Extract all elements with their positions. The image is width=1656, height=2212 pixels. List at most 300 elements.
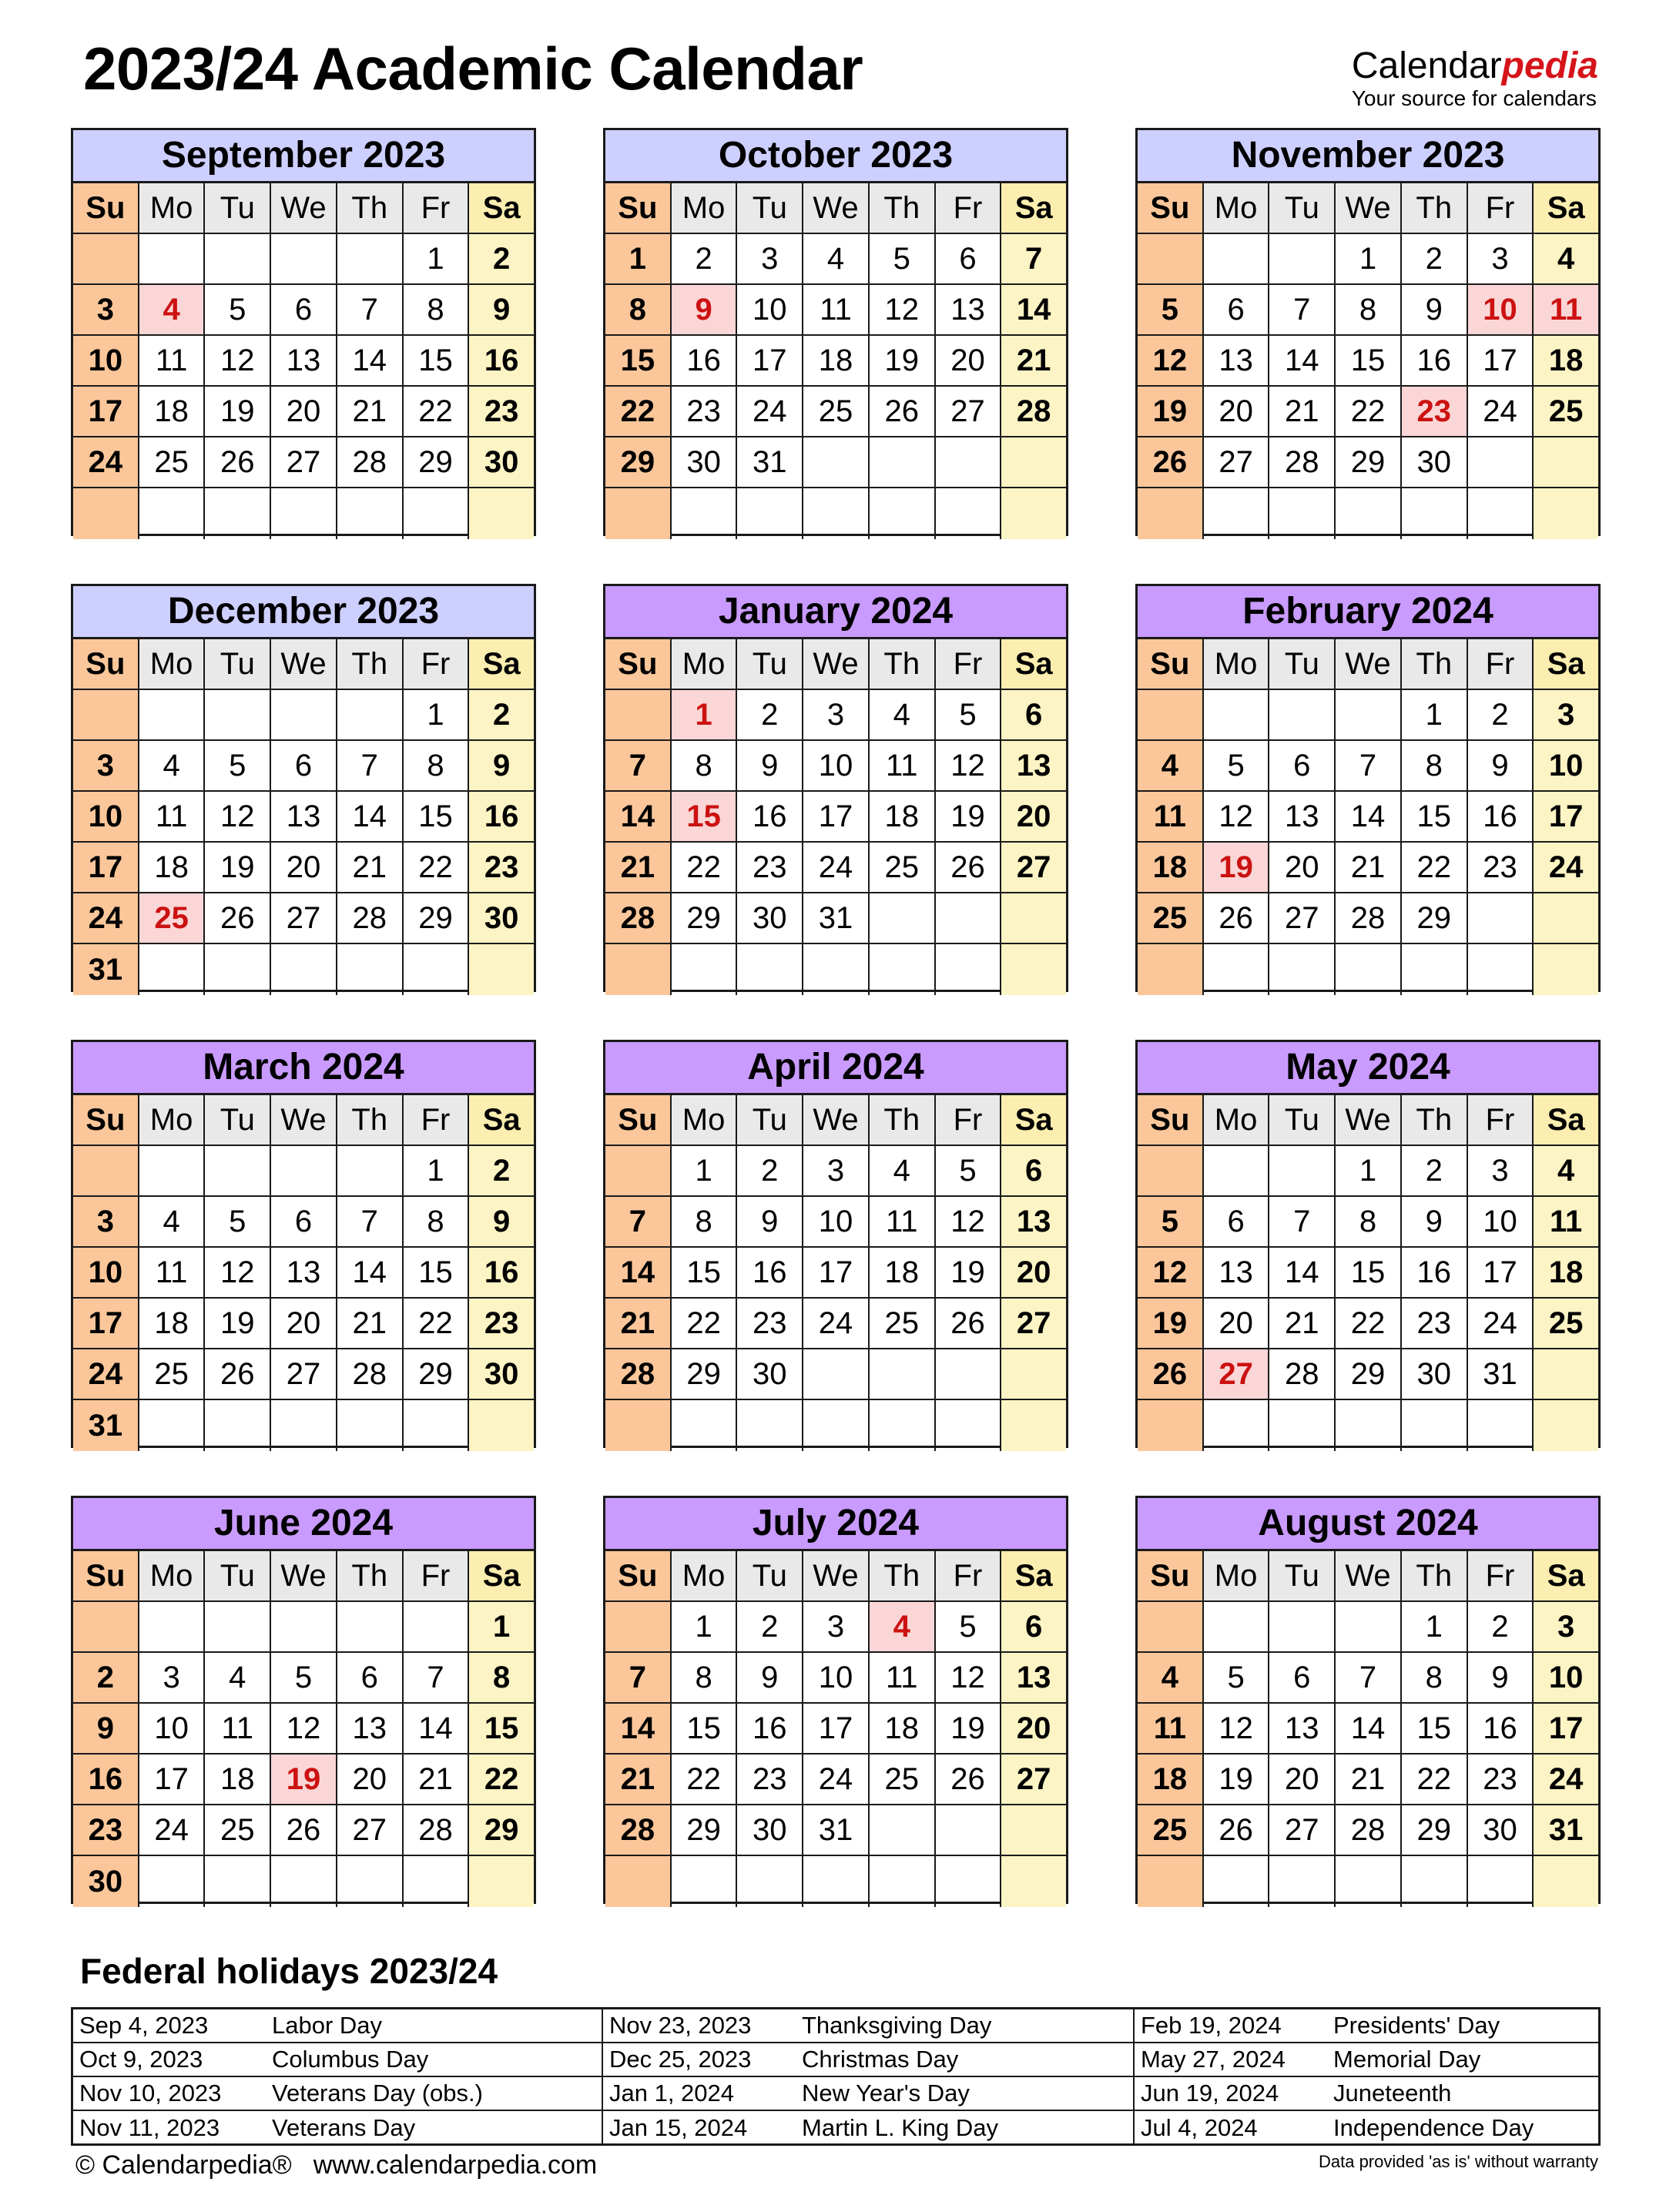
day-cell[interactable]: 20: [337, 1755, 404, 1805]
day-cell[interactable]: 22: [1402, 843, 1468, 893]
day-cell[interactable]: 6: [1001, 1602, 1066, 1653]
day-cell[interactable]: 17: [803, 1248, 870, 1299]
day-cell[interactable]: 12: [936, 1653, 1002, 1704]
day-cell[interactable]: 27: [936, 387, 1002, 437]
day-cell[interactable]: 10: [73, 792, 139, 843]
day-cell[interactable]: 22: [672, 1755, 738, 1805]
day-cell[interactable]: 11: [1138, 792, 1204, 843]
day-cell[interactable]: 31: [73, 944, 139, 995]
day-cell[interactable]: 19: [936, 792, 1002, 843]
day-cell[interactable]: 3: [73, 741, 139, 792]
day-cell[interactable]: 23: [737, 843, 803, 893]
day-cell[interactable]: 29: [404, 1349, 470, 1400]
day-cell[interactable]: 5: [1204, 741, 1270, 792]
day-cell[interactable]: 14: [1269, 1248, 1336, 1299]
day-cell[interactable]: 10: [1534, 1653, 1598, 1704]
day-cell[interactable]: 1: [672, 1602, 738, 1653]
day-cell[interactable]: 8: [404, 285, 470, 336]
day-cell[interactable]: 28: [605, 893, 672, 944]
day-cell[interactable]: 1: [404, 234, 470, 285]
day-cell[interactable]: 28: [337, 893, 404, 944]
day-cell[interactable]: 2: [737, 1602, 803, 1653]
day-cell[interactable]: 1: [1402, 1602, 1468, 1653]
day-cell[interactable]: 26: [1138, 1349, 1204, 1400]
day-cell[interactable]: 21: [1336, 1755, 1402, 1805]
day-cell[interactable]: 4: [139, 741, 206, 792]
day-cell[interactable]: 7: [605, 1197, 672, 1248]
day-cell[interactable]: 3: [803, 1146, 870, 1197]
day-cell[interactable]: 3: [803, 1602, 870, 1653]
day-cell[interactable]: 16: [1468, 1704, 1534, 1755]
day-cell[interactable]: 2: [469, 1146, 534, 1197]
day-cell[interactable]: 3: [1468, 234, 1534, 285]
day-cell[interactable]: 6: [1001, 690, 1066, 741]
day-cell[interactable]: 30: [469, 893, 534, 944]
day-cell[interactable]: 29: [672, 1805, 738, 1856]
day-cell[interactable]: 8: [1336, 1197, 1402, 1248]
day-cell[interactable]: 12: [936, 741, 1002, 792]
day-cell[interactable]: 19: [1204, 1755, 1270, 1805]
day-cell[interactable]: 24: [1534, 843, 1598, 893]
day-cell[interactable]: 13: [1001, 1197, 1066, 1248]
day-cell[interactable]: 17: [1534, 792, 1598, 843]
day-cell[interactable]: 28: [1269, 437, 1336, 488]
day-cell[interactable]: 14: [404, 1704, 470, 1755]
day-cell[interactable]: 9: [1402, 285, 1468, 336]
day-cell[interactable]: 5: [870, 234, 936, 285]
day-cell[interactable]: 30: [1402, 437, 1468, 488]
day-cell[interactable]: 5: [936, 690, 1002, 741]
day-cell[interactable]: 12: [271, 1704, 337, 1755]
day-cell[interactable]: 9: [73, 1704, 139, 1755]
day-cell[interactable]: 13: [271, 1248, 337, 1299]
day-cell[interactable]: 8: [1402, 1653, 1468, 1704]
calendarpedia-logo[interactable]: [1351, 45, 1598, 110]
day-cell[interactable]: 5: [205, 1197, 271, 1248]
day-cell[interactable]: 16: [1468, 792, 1534, 843]
day-cell[interactable]: 7: [337, 741, 404, 792]
day-cell[interactable]: 28: [1001, 387, 1066, 437]
day-cell[interactable]: 22: [1336, 387, 1402, 437]
day-cell[interactable]: 24: [73, 437, 139, 488]
day-cell[interactable]: 21: [337, 1299, 404, 1349]
day-cell[interactable]: 25: [205, 1805, 271, 1856]
day-cell[interactable]: 10: [73, 336, 139, 387]
day-cell[interactable]: 2: [672, 234, 738, 285]
day-cell[interactable]: 23: [737, 1755, 803, 1805]
day-cell[interactable]: 15: [1402, 792, 1468, 843]
day-cell[interactable]: 26: [205, 437, 271, 488]
day-cell[interactable]: 8: [672, 1197, 738, 1248]
day-cell[interactable]: 27: [271, 437, 337, 488]
day-cell[interactable]: 27: [1001, 1755, 1066, 1805]
day-cell[interactable]: 6: [1269, 741, 1336, 792]
day-cell[interactable]: 11: [139, 336, 206, 387]
day-cell[interactable]: 18: [1534, 336, 1598, 387]
day-cell[interactable]: 14: [605, 1704, 672, 1755]
day-cell[interactable]: 20: [271, 843, 337, 893]
day-cell[interactable]: 19: [1138, 387, 1204, 437]
day-cell[interactable]: 29: [672, 893, 738, 944]
day-cell[interactable]: 7: [337, 1197, 404, 1248]
day-cell[interactable]: 2: [469, 234, 534, 285]
day-cell[interactable]: 17: [73, 843, 139, 893]
day-cell[interactable]: 13: [936, 285, 1002, 336]
day-cell[interactable]: 20: [1204, 1299, 1270, 1349]
day-cell[interactable]: 5: [271, 1653, 337, 1704]
day-cell[interactable]: 15: [1336, 336, 1402, 387]
day-cell[interactable]: 20: [1001, 1704, 1066, 1755]
day-cell[interactable]: 23: [737, 1299, 803, 1349]
day-cell[interactable]: 19: [936, 1704, 1002, 1755]
day-cell[interactable]: 9: [1468, 741, 1534, 792]
day-cell[interactable]: 27: [271, 1349, 337, 1400]
day-cell[interactable]: 13: [1001, 741, 1066, 792]
day-cell[interactable]: 28: [605, 1349, 672, 1400]
day-cell[interactable]: 30: [469, 1349, 534, 1400]
day-cell[interactable]: 30: [737, 1349, 803, 1400]
day-cell[interactable]: 7: [404, 1653, 470, 1704]
day-cell[interactable]: 3: [737, 234, 803, 285]
day-cell[interactable]: 12: [1138, 336, 1204, 387]
day-cell[interactable]: 28: [605, 1805, 672, 1856]
day-cell[interactable]: 19: [870, 336, 936, 387]
day-cell[interactable]: 21: [1001, 336, 1066, 387]
day-cell[interactable]: 27: [1001, 1299, 1066, 1349]
day-cell[interactable]: 11: [139, 792, 206, 843]
day-cell[interactable]: 2: [469, 690, 534, 741]
day-cell[interactable]: 7: [1269, 1197, 1336, 1248]
day-cell[interactable]: 28: [1336, 1805, 1402, 1856]
day-cell[interactable]: 4: [870, 1146, 936, 1197]
day-cell[interactable]: 7: [1001, 234, 1066, 285]
day-cell[interactable]: 3: [1534, 1602, 1598, 1653]
day-cell[interactable]: 14: [337, 792, 404, 843]
day-cell[interactable]: 12: [1204, 792, 1270, 843]
day-cell[interactable]: 17: [1468, 1248, 1534, 1299]
day-cell[interactable]: 23: [1468, 1755, 1534, 1805]
day-cell[interactable]: 25: [1534, 1299, 1598, 1349]
day-cell[interactable]: 27: [1204, 437, 1270, 488]
day-cell[interactable]: 21: [605, 1755, 672, 1805]
day-cell[interactable]: 13: [271, 336, 337, 387]
day-cell[interactable]: 28: [337, 437, 404, 488]
day-cell[interactable]: 27: [271, 893, 337, 944]
day-cell[interactable]: 26: [936, 1755, 1002, 1805]
day-cell[interactable]: 28: [1269, 1349, 1336, 1400]
day-cell[interactable]: 5: [936, 1146, 1002, 1197]
day-cell[interactable]: 25: [1534, 387, 1598, 437]
day-cell[interactable]: 19: [205, 387, 271, 437]
day-cell[interactable]: 29: [1402, 893, 1468, 944]
day-cell[interactable]: 11: [870, 741, 936, 792]
day-cell[interactable]: 7: [1336, 741, 1402, 792]
day-cell[interactable]: 31: [73, 1400, 139, 1451]
day-cell[interactable]: 16: [737, 792, 803, 843]
day-cell[interactable]: 2: [1468, 690, 1534, 741]
day-cell[interactable]: 18: [870, 1704, 936, 1755]
day-cell[interactable]: 12: [205, 792, 271, 843]
day-cell[interactable]: 10: [139, 1704, 206, 1755]
day-cell[interactable]: 4: [1138, 1653, 1204, 1704]
day-cell[interactable]: 5: [205, 285, 271, 336]
day-cell[interactable]: 29: [1336, 1349, 1402, 1400]
day-cell[interactable]: 25: [139, 1349, 206, 1400]
day-cell[interactable]: 23: [1468, 843, 1534, 893]
day-cell[interactable]: 2: [1468, 1602, 1534, 1653]
day-cell[interactable]: 16: [469, 792, 534, 843]
day-cell[interactable]: 1: [404, 1146, 470, 1197]
day-cell[interactable]: 5: [205, 741, 271, 792]
day-cell[interactable]: 24: [139, 1805, 206, 1856]
day-cell[interactable]: 24: [803, 843, 870, 893]
day-cell[interactable]: 14: [1269, 336, 1336, 387]
day-cell[interactable]: 21: [1269, 387, 1336, 437]
day-cell[interactable]: 7: [605, 1653, 672, 1704]
day-cell[interactable]: 17: [1534, 1704, 1598, 1755]
day-cell[interactable]: 12: [1138, 1248, 1204, 1299]
day-cell[interactable]: 15: [1336, 1248, 1402, 1299]
day-cell[interactable]: 10: [803, 1653, 870, 1704]
day-cell[interactable]: 10: [1534, 741, 1598, 792]
day-cell[interactable]: 14: [1001, 285, 1066, 336]
day-cell[interactable]: 23: [1402, 387, 1468, 437]
day-cell[interactable]: 27: [1204, 1349, 1270, 1400]
day-cell[interactable]: 2: [73, 1653, 139, 1704]
day-cell[interactable]: 11: [205, 1704, 271, 1755]
day-cell[interactable]: 5: [1138, 285, 1204, 336]
day-cell[interactable]: 25: [1138, 893, 1204, 944]
day-cell[interactable]: 25: [1138, 1805, 1204, 1856]
day-cell[interactable]: 15: [404, 336, 470, 387]
day-cell[interactable]: 15: [672, 792, 738, 843]
day-cell[interactable]: 9: [737, 741, 803, 792]
day-cell[interactable]: 19: [205, 843, 271, 893]
day-cell[interactable]: 20: [1269, 843, 1336, 893]
day-cell[interactable]: 27: [337, 1805, 404, 1856]
day-cell[interactable]: 24: [73, 893, 139, 944]
day-cell[interactable]: 30: [737, 893, 803, 944]
day-cell[interactable]: 13: [1269, 1704, 1336, 1755]
day-cell[interactable]: 22: [404, 387, 470, 437]
day-cell[interactable]: 16: [469, 336, 534, 387]
day-cell[interactable]: 24: [1534, 1755, 1598, 1805]
day-cell[interactable]: 8: [605, 285, 672, 336]
day-cell[interactable]: 17: [73, 1299, 139, 1349]
day-cell[interactable]: 4: [139, 1197, 206, 1248]
day-cell[interactable]: 6: [271, 1197, 337, 1248]
day-cell[interactable]: 24: [73, 1349, 139, 1400]
day-cell[interactable]: 22: [469, 1755, 534, 1805]
day-cell[interactable]: 26: [870, 387, 936, 437]
day-cell[interactable]: 16: [737, 1248, 803, 1299]
day-cell[interactable]: 13: [1204, 336, 1270, 387]
day-cell[interactable]: 7: [1336, 1653, 1402, 1704]
day-cell[interactable]: 3: [73, 285, 139, 336]
day-cell[interactable]: 8: [672, 741, 738, 792]
day-cell[interactable]: 20: [1001, 1248, 1066, 1299]
day-cell[interactable]: 3: [1468, 1146, 1534, 1197]
day-cell[interactable]: 25: [870, 1299, 936, 1349]
day-cell[interactable]: 25: [870, 843, 936, 893]
day-cell[interactable]: 4: [1534, 234, 1598, 285]
day-cell[interactable]: 11: [1534, 285, 1598, 336]
day-cell[interactable]: 26: [936, 1299, 1002, 1349]
day-cell[interactable]: 20: [1269, 1755, 1336, 1805]
day-cell[interactable]: 26: [1204, 1805, 1270, 1856]
day-cell[interactable]: 30: [1402, 1349, 1468, 1400]
day-cell[interactable]: 16: [672, 336, 738, 387]
day-cell[interactable]: 18: [1534, 1248, 1598, 1299]
day-cell[interactable]: 3: [1534, 690, 1598, 741]
day-cell[interactable]: 13: [1001, 1653, 1066, 1704]
day-cell[interactable]: 11: [870, 1653, 936, 1704]
day-cell[interactable]: 5: [936, 1602, 1002, 1653]
day-cell[interactable]: 17: [737, 336, 803, 387]
day-cell[interactable]: 4: [1138, 741, 1204, 792]
day-cell[interactable]: 21: [337, 843, 404, 893]
day-cell[interactable]: 15: [672, 1704, 738, 1755]
day-cell[interactable]: 23: [73, 1805, 139, 1856]
day-cell[interactable]: 28: [404, 1805, 470, 1856]
day-cell[interactable]: 19: [205, 1299, 271, 1349]
day-cell[interactable]: 12: [205, 1248, 271, 1299]
day-cell[interactable]: 16: [73, 1755, 139, 1805]
day-cell[interactable]: 27: [1001, 843, 1066, 893]
day-cell[interactable]: 8: [672, 1653, 738, 1704]
day-cell[interactable]: 6: [337, 1653, 404, 1704]
day-cell[interactable]: 14: [605, 1248, 672, 1299]
day-cell[interactable]: 19: [271, 1755, 337, 1805]
day-cell[interactable]: 10: [1468, 1197, 1534, 1248]
day-cell[interactable]: 3: [803, 690, 870, 741]
day-cell[interactable]: 23: [469, 387, 534, 437]
day-cell[interactable]: 4: [803, 234, 870, 285]
day-cell[interactable]: 8: [1402, 741, 1468, 792]
day-cell[interactable]: 2: [737, 690, 803, 741]
day-cell[interactable]: 9: [1468, 1653, 1534, 1704]
day-cell[interactable]: 9: [1402, 1197, 1468, 1248]
day-cell[interactable]: 15: [672, 1248, 738, 1299]
day-cell[interactable]: 21: [1269, 1299, 1336, 1349]
day-cell[interactable]: 29: [672, 1349, 738, 1400]
day-cell[interactable]: 18: [139, 1299, 206, 1349]
day-cell[interactable]: 27: [1269, 893, 1336, 944]
day-cell[interactable]: 15: [404, 1248, 470, 1299]
day-cell[interactable]: 2: [1402, 234, 1468, 285]
day-cell[interactable]: 26: [205, 1349, 271, 1400]
day-cell[interactable]: 6: [1204, 1197, 1270, 1248]
day-cell[interactable]: 2: [1402, 1146, 1468, 1197]
day-cell[interactable]: 20: [271, 387, 337, 437]
day-cell[interactable]: 1: [469, 1602, 534, 1653]
day-cell[interactable]: 18: [870, 792, 936, 843]
day-cell[interactable]: 27: [1269, 1805, 1336, 1856]
day-cell[interactable]: 18: [205, 1755, 271, 1805]
day-cell[interactable]: 16: [1402, 1248, 1468, 1299]
day-cell[interactable]: 16: [469, 1248, 534, 1299]
day-cell[interactable]: 12: [870, 285, 936, 336]
day-cell[interactable]: 20: [271, 1299, 337, 1349]
day-cell[interactable]: 1: [1402, 690, 1468, 741]
day-cell[interactable]: 9: [469, 741, 534, 792]
day-cell[interactable]: 6: [1204, 285, 1270, 336]
day-cell[interactable]: 18: [139, 843, 206, 893]
day-cell[interactable]: 11: [870, 1197, 936, 1248]
day-cell[interactable]: 4: [139, 285, 206, 336]
day-cell[interactable]: 21: [337, 387, 404, 437]
day-cell[interactable]: 8: [404, 1197, 470, 1248]
day-cell[interactable]: 9: [737, 1653, 803, 1704]
day-cell[interactable]: 11: [1138, 1704, 1204, 1755]
day-cell[interactable]: 21: [605, 1299, 672, 1349]
day-cell[interactable]: 29: [605, 437, 672, 488]
day-cell[interactable]: 19: [1138, 1299, 1204, 1349]
day-cell[interactable]: 10: [1468, 285, 1534, 336]
day-cell[interactable]: 22: [605, 387, 672, 437]
day-cell[interactable]: 14: [605, 792, 672, 843]
day-cell[interactable]: 24: [803, 1299, 870, 1349]
day-cell[interactable]: 28: [337, 1349, 404, 1400]
day-cell[interactable]: 31: [803, 893, 870, 944]
day-cell[interactable]: 18: [870, 1248, 936, 1299]
day-cell[interactable]: 21: [404, 1755, 470, 1805]
day-cell[interactable]: 17: [803, 1704, 870, 1755]
day-cell[interactable]: 1: [1336, 1146, 1402, 1197]
day-cell[interactable]: 8: [404, 741, 470, 792]
day-cell[interactable]: 22: [1402, 1755, 1468, 1805]
day-cell[interactable]: 8: [1336, 285, 1402, 336]
day-cell[interactable]: 6: [271, 285, 337, 336]
day-cell[interactable]: 1: [672, 690, 738, 741]
day-cell[interactable]: 14: [337, 336, 404, 387]
day-cell[interactable]: 17: [803, 792, 870, 843]
day-cell[interactable]: 20: [1001, 792, 1066, 843]
day-cell[interactable]: 9: [469, 1197, 534, 1248]
day-cell[interactable]: 20: [936, 336, 1002, 387]
day-cell[interactable]: 21: [1336, 843, 1402, 893]
day-cell[interactable]: 19: [1204, 843, 1270, 893]
day-cell[interactable]: 18: [139, 387, 206, 437]
day-cell[interactable]: 25: [803, 387, 870, 437]
day-cell[interactable]: 13: [271, 792, 337, 843]
day-cell[interactable]: 16: [1402, 336, 1468, 387]
day-cell[interactable]: 2: [737, 1146, 803, 1197]
day-cell[interactable]: 16: [737, 1704, 803, 1755]
day-cell[interactable]: 1: [605, 234, 672, 285]
day-cell[interactable]: 15: [1402, 1704, 1468, 1755]
day-cell[interactable]: 31: [1468, 1349, 1534, 1400]
day-cell[interactable]: 31: [737, 437, 803, 488]
day-cell[interactable]: 29: [1402, 1805, 1468, 1856]
day-cell[interactable]: 25: [139, 437, 206, 488]
day-cell[interactable]: 1: [1336, 234, 1402, 285]
day-cell[interactable]: 23: [1402, 1299, 1468, 1349]
day-cell[interactable]: 17: [73, 387, 139, 437]
day-cell[interactable]: 3: [139, 1653, 206, 1704]
day-cell[interactable]: 19: [936, 1248, 1002, 1299]
day-cell[interactable]: 17: [1468, 336, 1534, 387]
day-cell[interactable]: 31: [803, 1805, 870, 1856]
day-cell[interactable]: 15: [605, 336, 672, 387]
day-cell[interactable]: 1: [672, 1146, 738, 1197]
day-cell[interactable]: 22: [672, 843, 738, 893]
day-cell[interactable]: 9: [737, 1197, 803, 1248]
day-cell[interactable]: 12: [936, 1197, 1002, 1248]
day-cell[interactable]: 6: [271, 741, 337, 792]
day-cell[interactable]: 17: [139, 1755, 206, 1805]
day-cell[interactable]: 11: [139, 1248, 206, 1299]
